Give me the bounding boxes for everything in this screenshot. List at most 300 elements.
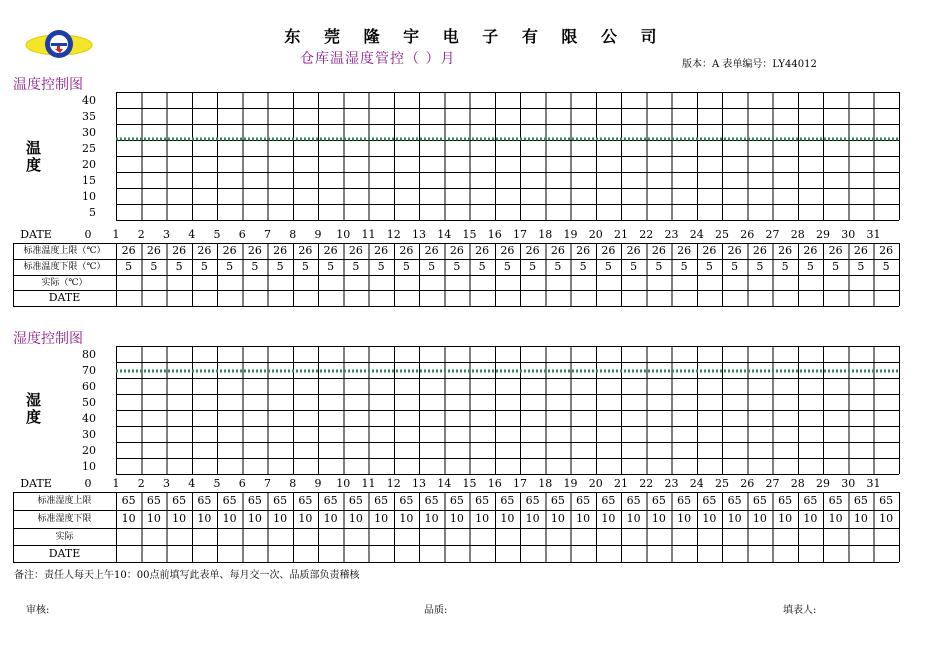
- date-row-cell[interactable]: [596, 290, 621, 306]
- actual-cell[interactable]: [874, 275, 899, 290]
- actual-cell[interactable]: [369, 528, 394, 545]
- date-row-cell[interactable]: [520, 290, 545, 306]
- upper-limit-cell: 26: [348, 244, 363, 257]
- actual-cell[interactable]: [242, 528, 267, 545]
- lower-limit-cell: 10: [879, 512, 894, 525]
- lower-limit-cell: 5: [226, 260, 234, 273]
- actual-cell[interactable]: [571, 275, 596, 290]
- day-number: 29: [816, 228, 830, 241]
- date-row-cell[interactable]: [672, 545, 697, 562]
- actual-cell[interactable]: [470, 275, 495, 290]
- upper-limit-cell: 65: [424, 494, 439, 507]
- actual-cell[interactable]: [141, 275, 166, 290]
- form-version: 版本：A 表单编号：LY44012: [682, 59, 817, 70]
- actual-cell[interactable]: [848, 275, 873, 290]
- date-row-cell[interactable]: [520, 545, 545, 562]
- upper-limit-cell: 65: [677, 494, 692, 507]
- date-row-cell[interactable]: [773, 290, 798, 306]
- date-row-cell[interactable]: [293, 545, 318, 562]
- lower-limit-cell: 10: [500, 512, 515, 525]
- day-number: 10: [336, 228, 351, 241]
- date-row-cell[interactable]: [141, 290, 166, 306]
- date-row-cell[interactable]: [823, 290, 848, 306]
- date-row-cell[interactable]: [141, 545, 166, 562]
- upper-limit-cell: 65: [550, 494, 565, 507]
- actual-cell[interactable]: [318, 275, 343, 290]
- day-number: 15: [462, 477, 477, 490]
- lower-limit-cell: 10: [702, 512, 717, 525]
- lower-limit-cell: 5: [453, 260, 461, 273]
- y-tick-label: 30: [82, 126, 96, 139]
- lower-limit-cell: 5: [630, 260, 638, 273]
- actual-cell[interactable]: [874, 528, 899, 545]
- date-row-cell[interactable]: [672, 290, 697, 306]
- y-tick-label: 70: [82, 364, 96, 377]
- date-row-cell[interactable]: [419, 545, 444, 562]
- lower-limit-cell: 10: [197, 512, 212, 525]
- day-number: 30: [841, 477, 856, 490]
- actual-cell[interactable]: [444, 528, 469, 545]
- y-tick-label: 15: [82, 174, 96, 187]
- day-number: 15: [462, 228, 477, 241]
- day-number: 21: [614, 477, 628, 490]
- temperature-section-title: 温度控制图: [13, 77, 83, 93]
- day-number: 17: [513, 228, 527, 241]
- actual-cell[interactable]: [722, 275, 747, 290]
- actual-cell[interactable]: [268, 528, 293, 545]
- upper-limit-cell: 65: [828, 494, 843, 507]
- actual-cell[interactable]: [697, 275, 722, 290]
- date-row-cell[interactable]: [217, 545, 242, 562]
- day-number: 16: [487, 477, 502, 490]
- day-number: 3: [163, 228, 170, 241]
- actual-cell[interactable]: [116, 275, 141, 290]
- form-subtitle: 仓库温湿度管控（ ）月: [300, 51, 456, 67]
- actual-cell[interactable]: [444, 275, 469, 290]
- lower-limit-cell: 10: [550, 512, 565, 525]
- lower-limit-cell: 5: [428, 260, 436, 273]
- lower-limit-cell: 5: [756, 260, 764, 273]
- day-number: 10: [336, 477, 351, 490]
- day-number: 27: [765, 477, 780, 490]
- date-row-cell[interactable]: [722, 545, 747, 562]
- day-number: 20: [588, 228, 603, 241]
- lower-limit-cell: 10: [525, 512, 540, 525]
- day-number: 12: [386, 228, 401, 241]
- upper-limit-cell: 65: [298, 494, 313, 507]
- day-number: 24: [689, 477, 704, 490]
- actual-cell[interactable]: [571, 528, 596, 545]
- upper-limit-cell: 26: [828, 244, 843, 257]
- lower-limit-cell: 10: [778, 512, 793, 525]
- date-row-cell[interactable]: [571, 545, 596, 562]
- date-row-cell[interactable]: [848, 545, 873, 562]
- y-tick-label: 30: [82, 428, 96, 441]
- day-number: 26: [740, 477, 755, 490]
- date-row-row-label: DATE: [48, 546, 81, 560]
- actual-cell[interactable]: [621, 275, 646, 290]
- upper-limit-cell: 65: [727, 494, 742, 507]
- actual-cell[interactable]: [268, 275, 293, 290]
- day-number: 28: [790, 228, 805, 241]
- upper-limit-cell: 26: [727, 244, 742, 257]
- date-row-cell[interactable]: [394, 290, 419, 306]
- day-number: 19: [563, 477, 578, 490]
- actual-cell[interactable]: [192, 275, 217, 290]
- upper-limit-cell: 26: [475, 244, 490, 257]
- date-row-cell[interactable]: [646, 290, 671, 306]
- date-axis-label: DATE: [20, 228, 52, 241]
- date-row-cell[interactable]: [369, 545, 394, 562]
- actual-cell[interactable]: [217, 275, 242, 290]
- date-row-cell[interactable]: [747, 290, 772, 306]
- day-number: 27: [765, 228, 780, 241]
- y-tick-label: 40: [82, 412, 96, 425]
- lower-limit-cell: 10: [576, 512, 591, 525]
- day-number: 2: [137, 477, 145, 490]
- actual-cell[interactable]: [419, 528, 444, 545]
- actual-cell[interactable]: [773, 275, 798, 290]
- actual-cell[interactable]: [621, 528, 646, 545]
- actual-cell[interactable]: [470, 528, 495, 545]
- lower-limit-cell: 5: [781, 260, 789, 273]
- upper-limit-cell: 26: [121, 244, 136, 257]
- date-row-cell[interactable]: [116, 545, 141, 562]
- date-row-cell[interactable]: [318, 545, 343, 562]
- actual-cell[interactable]: [646, 528, 671, 545]
- actual-cell[interactable]: [293, 528, 318, 545]
- y-tick-label: 80: [82, 348, 96, 361]
- actual-cell[interactable]: [798, 275, 823, 290]
- temperature-axis-label: 温度: [26, 139, 42, 174]
- upper-limit-cell: 26: [172, 244, 187, 257]
- lower-limit-cell: 5: [655, 260, 663, 273]
- day-number: 6: [238, 477, 246, 490]
- y-tick-label: 25: [82, 142, 96, 155]
- date-axis-label: DATE: [20, 477, 52, 490]
- actual-cell[interactable]: [798, 528, 823, 545]
- actual-cell[interactable]: [672, 275, 697, 290]
- upper-limit-cell: 26: [323, 244, 338, 257]
- upper-limit-cell: 26: [197, 244, 212, 257]
- day-number: 20: [588, 477, 603, 490]
- y-tick-label: 10: [82, 190, 96, 203]
- day-number: 4: [188, 477, 196, 490]
- filler-signature-label: 填表人:: [783, 605, 817, 616]
- date-row-cell[interactable]: [874, 545, 899, 562]
- actual-cell[interactable]: [596, 528, 621, 545]
- day-number: 18: [538, 477, 553, 490]
- day-number: 22: [639, 228, 654, 241]
- date-row-cell[interactable]: [596, 545, 621, 562]
- actual-cell[interactable]: [141, 528, 166, 545]
- date-row-cell[interactable]: [444, 290, 469, 306]
- actual-cell[interactable]: [318, 528, 343, 545]
- lower-limit-cell: 5: [251, 260, 259, 273]
- actual-cell[interactable]: [823, 528, 848, 545]
- lower-limit-cell: 5: [882, 260, 890, 273]
- date-row-cell[interactable]: [823, 545, 848, 562]
- date-row-cell[interactable]: [545, 290, 570, 306]
- date-row-row-label: DATE: [48, 291, 81, 304]
- day-number: 31: [866, 477, 881, 490]
- actual-cell[interactable]: [343, 275, 368, 290]
- date-row-cell[interactable]: [848, 290, 873, 306]
- upper-limit-cell: 65: [879, 494, 894, 507]
- day-number: 9: [314, 228, 322, 241]
- date-row-cell[interactable]: [242, 290, 267, 306]
- date-row-cell[interactable]: [268, 290, 293, 306]
- day-number: 11: [361, 477, 376, 490]
- date-row-cell[interactable]: [192, 290, 217, 306]
- y-tick-label: 10: [82, 460, 96, 473]
- actual-row-label: 实际: [55, 531, 74, 542]
- actual-cell[interactable]: [242, 275, 267, 290]
- lower-limit-cell: 10: [374, 512, 389, 525]
- date-row-cell[interactable]: [217, 290, 242, 306]
- day-number: 5: [213, 477, 221, 490]
- lower-limit-cell: 5: [579, 260, 587, 273]
- upper-limit-cell: 65: [247, 494, 262, 507]
- lower-limit-cell: 5: [352, 260, 360, 273]
- date-row-cell[interactable]: [697, 545, 722, 562]
- date-row-cell[interactable]: [697, 290, 722, 306]
- upper-limit-cell: 65: [803, 494, 818, 507]
- actual-cell[interactable]: [192, 528, 217, 545]
- upper-limit-row-label: 标准温度上限（℃）: [23, 246, 106, 256]
- lower-limit-cell: 5: [200, 260, 208, 273]
- date-row-cell[interactable]: [444, 545, 469, 562]
- date-row-cell[interactable]: [293, 290, 318, 306]
- actual-cell[interactable]: [167, 528, 192, 545]
- actual-cell[interactable]: [545, 528, 570, 545]
- date-row-cell[interactable]: [495, 545, 520, 562]
- day-number: 8: [289, 228, 297, 241]
- actual-cell[interactable]: [217, 528, 242, 545]
- actual-cell[interactable]: [167, 275, 192, 290]
- lower-limit-cell: 5: [125, 260, 133, 273]
- upper-limit-cell: 65: [651, 494, 666, 507]
- date-row-cell[interactable]: [343, 290, 368, 306]
- actual-cell[interactable]: [343, 528, 368, 545]
- actual-cell[interactable]: [722, 528, 747, 545]
- upper-limit-row-label: 标准湿度上限: [37, 496, 92, 506]
- date-row-cell[interactable]: [268, 545, 293, 562]
- day-number: 12: [386, 477, 401, 490]
- upper-limit-cell: 26: [247, 244, 262, 257]
- lower-limit-cell: 5: [503, 260, 511, 273]
- actual-cell[interactable]: [823, 275, 848, 290]
- lower-limit-cell: 10: [323, 512, 338, 525]
- date-row-cell[interactable]: [798, 545, 823, 562]
- day-number: 30: [841, 228, 856, 241]
- lower-limit-cell: 5: [301, 260, 309, 273]
- day-number: 14: [437, 477, 452, 490]
- lower-limit-cell: 10: [727, 512, 742, 525]
- zero-tick-label: 0: [84, 228, 92, 241]
- upper-limit-cell: 26: [424, 244, 439, 257]
- upper-limit-cell: 26: [374, 244, 389, 257]
- date-row-cell[interactable]: [773, 545, 798, 562]
- day-number: 26: [740, 228, 755, 241]
- actual-cell[interactable]: [116, 528, 141, 545]
- upper-limit-cell: 65: [853, 494, 868, 507]
- day-number: 7: [264, 477, 271, 490]
- lower-limit-cell: 5: [680, 260, 688, 273]
- date-row-cell[interactable]: [167, 545, 192, 562]
- date-row-cell[interactable]: [646, 545, 671, 562]
- date-row-cell[interactable]: [343, 545, 368, 562]
- actual-cell[interactable]: [646, 275, 671, 290]
- quality-signature-label: 品质:: [424, 605, 448, 616]
- date-row-cell[interactable]: [621, 545, 646, 562]
- lower-limit-cell: 10: [399, 512, 414, 525]
- upper-limit-cell: 65: [752, 494, 767, 507]
- upper-limit-cell: 26: [879, 244, 894, 257]
- day-number: 23: [664, 477, 679, 490]
- upper-limit-cell: 26: [853, 244, 868, 257]
- actual-cell[interactable]: [596, 275, 621, 290]
- date-row-cell[interactable]: [318, 290, 343, 306]
- actual-cell[interactable]: [495, 275, 520, 290]
- date-row-cell[interactable]: [571, 290, 596, 306]
- actual-cell[interactable]: [419, 275, 444, 290]
- lower-limit-cell: 10: [273, 512, 288, 525]
- lower-limit-cell: 5: [175, 260, 183, 273]
- upper-limit-cell: 26: [525, 244, 540, 257]
- actual-cell[interactable]: [394, 528, 419, 545]
- upper-limit-cell: 65: [222, 494, 237, 507]
- lower-limit-cell: 5: [604, 260, 612, 273]
- date-row-cell[interactable]: [545, 545, 570, 562]
- upper-limit-cell: 26: [702, 244, 717, 257]
- actual-cell[interactable]: [369, 275, 394, 290]
- lower-limit-row-label: 标准温度下限（℃）: [23, 262, 106, 272]
- upper-limit-cell: 26: [399, 244, 414, 257]
- actual-cell[interactable]: [545, 275, 570, 290]
- date-row-cell[interactable]: [394, 545, 419, 562]
- upper-limit-cell: 26: [550, 244, 565, 257]
- day-number: 1: [112, 228, 120, 241]
- lower-limit-cell: 10: [247, 512, 262, 525]
- day-number: 25: [715, 228, 729, 241]
- lower-limit-cell: 10: [146, 512, 161, 525]
- actual-cell[interactable]: [747, 275, 772, 290]
- date-row-cell[interactable]: [470, 290, 495, 306]
- upper-limit-cell: 65: [601, 494, 616, 507]
- y-tick-label: 50: [82, 396, 96, 409]
- upper-limit-cell: 26: [298, 244, 313, 257]
- actual-cell[interactable]: [293, 275, 318, 290]
- day-number: 22: [639, 477, 654, 490]
- date-row-cell[interactable]: [747, 545, 772, 562]
- day-number: 11: [361, 228, 376, 241]
- lower-limit-cell: 10: [475, 512, 490, 525]
- date-row-cell[interactable]: [722, 290, 747, 306]
- day-number: 6: [238, 228, 246, 241]
- date-row-cell[interactable]: [242, 545, 267, 562]
- y-tick-label: 20: [82, 444, 96, 457]
- review-signature-label: 审核:: [26, 605, 50, 616]
- actual-cell[interactable]: [697, 528, 722, 545]
- day-number: 21: [614, 228, 628, 241]
- y-tick-label: 20: [82, 158, 96, 171]
- lower-limit-cell: 10: [677, 512, 692, 525]
- date-row-cell[interactable]: [167, 290, 192, 306]
- upper-limit-cell: 26: [500, 244, 515, 257]
- date-row-cell[interactable]: [419, 290, 444, 306]
- day-number: 13: [412, 477, 426, 490]
- upper-limit-cell: 65: [399, 494, 414, 507]
- upper-limit-cell: 26: [677, 244, 692, 257]
- lower-limit-cell: 5: [554, 260, 562, 273]
- actual-cell[interactable]: [520, 275, 545, 290]
- upper-limit-cell: 26: [449, 244, 464, 257]
- upper-limit-cell: 65: [475, 494, 490, 507]
- lower-limit-cell: 10: [601, 512, 616, 525]
- upper-limit-cell: 65: [348, 494, 363, 507]
- lower-limit-cell: 5: [806, 260, 814, 273]
- actual-cell[interactable]: [495, 528, 520, 545]
- lower-limit-cell: 10: [424, 512, 439, 525]
- date-row-cell[interactable]: [369, 290, 394, 306]
- date-row-cell[interactable]: [495, 290, 520, 306]
- actual-cell[interactable]: [672, 528, 697, 545]
- lower-limit-cell: 10: [222, 512, 237, 525]
- upper-limit-cell: 65: [626, 494, 641, 507]
- upper-limit-cell: 26: [626, 244, 641, 257]
- date-row-cell[interactable]: [874, 290, 899, 306]
- actual-cell[interactable]: [394, 275, 419, 290]
- upper-limit-cell: 26: [778, 244, 793, 257]
- lower-limit-cell: 5: [377, 260, 385, 273]
- day-number: 17: [513, 477, 527, 490]
- lower-limit-cell: 10: [626, 512, 641, 525]
- lower-limit-cell: 5: [402, 260, 410, 273]
- humidity-section-title: 湿度控制图: [13, 331, 83, 347]
- day-number: 18: [538, 228, 553, 241]
- upper-limit-cell: 65: [500, 494, 515, 507]
- upper-limit-cell: 65: [374, 494, 389, 507]
- upper-limit-cell: 26: [601, 244, 616, 257]
- actual-cell[interactable]: [848, 528, 873, 545]
- lower-limit-cell: 5: [857, 260, 865, 273]
- actual-cell[interactable]: [520, 528, 545, 545]
- lower-limit-cell: 5: [276, 260, 284, 273]
- actual-row-label: 实际（℃）: [41, 277, 88, 288]
- date-row-cell[interactable]: [621, 290, 646, 306]
- actual-cell[interactable]: [773, 528, 798, 545]
- date-row-cell[interactable]: [116, 290, 141, 306]
- lower-limit-row-label: 标准湿度下限: [37, 514, 92, 524]
- upper-limit-cell: 26: [146, 244, 161, 257]
- lower-limit-cell: 5: [529, 260, 537, 273]
- day-number: 13: [412, 228, 426, 241]
- lower-limit-cell: 5: [731, 260, 739, 273]
- day-number: 24: [689, 228, 704, 241]
- date-row-cell[interactable]: [798, 290, 823, 306]
- lower-limit-cell: 10: [348, 512, 363, 525]
- lower-limit-cell: 10: [651, 512, 666, 525]
- date-row-cell[interactable]: [192, 545, 217, 562]
- date-row-cell[interactable]: [470, 545, 495, 562]
- y-tick-label: 60: [82, 380, 96, 393]
- upper-limit-cell: 65: [197, 494, 212, 507]
- upper-limit-cell: 65: [121, 494, 136, 507]
- actual-cell[interactable]: [747, 528, 772, 545]
- day-number: 1: [112, 477, 120, 490]
- upper-limit-cell: 26: [576, 244, 591, 257]
